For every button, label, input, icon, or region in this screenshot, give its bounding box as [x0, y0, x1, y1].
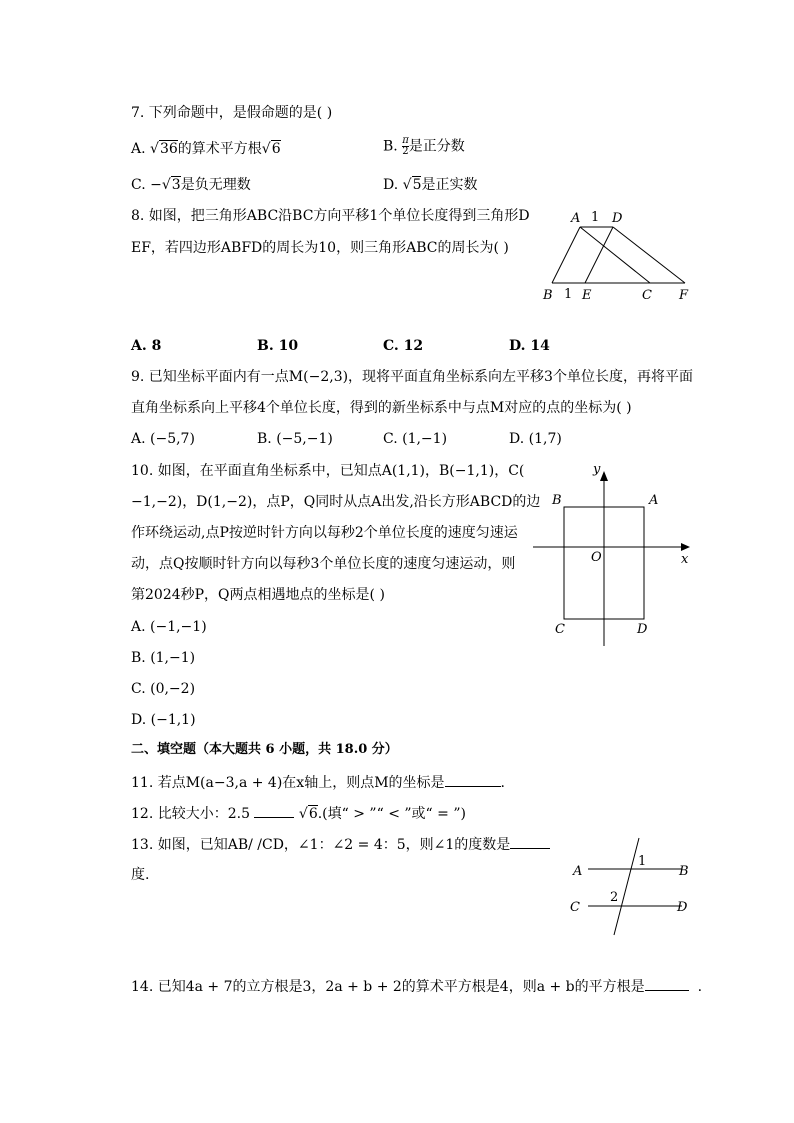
- q13-fig-label-b: B: [679, 864, 689, 879]
- q11-answer-blank[interactable]: [445, 772, 501, 787]
- q10-fig-label-y: y: [593, 462, 601, 477]
- q13-fig-label-d: D: [677, 900, 688, 915]
- q8-fig-label-f: F: [679, 288, 689, 303]
- q8-option-d: D. 14: [509, 338, 550, 354]
- q8-translation-figure: [540, 205, 700, 305]
- q9-option-b: B. (−5,−1): [257, 431, 333, 447]
- q10-option-c: C. (0,−2): [131, 681, 196, 697]
- q10-option-b: B. (1,−1): [131, 650, 196, 666]
- q12-text: 12. 比较大小：2.5 √6.(填“ > ”“ < ”或“ = ”): [131, 803, 466, 824]
- q10-fig-label-c: C: [555, 622, 565, 637]
- q13-parallel-lines-figure: [570, 835, 700, 940]
- q13-text: 13. 如图，已知AB/ /CD，∠1：∠2 = 4：5，则∠1的度数是: [131, 834, 550, 855]
- q10-fig-label-b: B: [552, 493, 562, 508]
- q9-option-c: C. (1,−1): [383, 431, 448, 447]
- q14-answer-blank[interactable]: [645, 976, 689, 991]
- q8-fig-label-e: E: [582, 288, 592, 303]
- q10-line3: 作环绕运动,点P按逆时针方向以每秒2个单位长度的速度匀速运: [131, 525, 518, 541]
- q7-option-d: D. √5是正实数: [383, 177, 478, 193]
- q14-text: 14. 已知4a + 7的立方根是3，2a + b + 2的算术平方根是4，则a + b的平方根是 .: [131, 976, 702, 997]
- q10-line1: 10. 如图，在平面直角坐标系中，已知点A(1,1)，B(−1,1)，C(: [131, 463, 525, 479]
- q10-option-d: D. (−1,1): [131, 712, 196, 728]
- q10-fig-label-o: O: [591, 550, 602, 565]
- q12-answer-blank[interactable]: [254, 803, 294, 818]
- q10-line5: 第2024秒P，Q两点相遇地点的坐标是( ): [131, 587, 385, 603]
- q8-line2: EF，若四边形ABFD的周长为10，则三角形ABC的周长为( ): [131, 240, 509, 256]
- q10-fig-label-x: x: [681, 552, 689, 567]
- section-heading-fill-in: 二、填空题（本大题共 6 小题，共 18.0 分）: [131, 742, 398, 757]
- q8-fig-label-c: C: [642, 288, 652, 303]
- q8-fig-label-top-len: 1: [591, 210, 600, 225]
- q11-text: 11. 若点M(a−3,a + 4)在x轴上，则点M的坐标是 .: [131, 772, 505, 793]
- q13-line2: 度.: [131, 867, 150, 883]
- q10-fig-label-d: D: [637, 622, 648, 637]
- q8-option-a: A. 8: [131, 338, 162, 354]
- q13-fig-label-c: C: [570, 900, 580, 915]
- q8-fig-label-d: D: [612, 211, 623, 226]
- q10-option-a: A. (−1,−1): [131, 619, 207, 635]
- q9-option-d: D. (1,7): [509, 431, 562, 447]
- q9-option-a: A. (−5,7): [131, 431, 195, 447]
- q8-fig-label-b: B: [543, 288, 553, 303]
- q9-line1: 9. 已知坐标平面内有一点M(−2,3)，现将平面直角坐标系向左平移3个单位长度，再将平面: [131, 369, 693, 385]
- q7-option-b: B. $\frac{\pi}{2}$ 是正分数: [383, 135, 465, 157]
- q10-coordinate-figure: [530, 460, 700, 655]
- q10-line2: −1,−2)，D(1,−2)，点P，Q同时从点A出发,沿长方形ABCD的边: [131, 494, 541, 510]
- q13-fig-angle-1: 1: [638, 854, 647, 869]
- q7-option-a: A. √36的算术平方根√6: [131, 141, 281, 157]
- q13-answer-blank[interactable]: [510, 834, 550, 849]
- q13-fig-angle-2: 2: [610, 890, 619, 905]
- q7-option-c: C. −√3是负无理数: [131, 177, 251, 193]
- q8-line1: 8. 如图，把三角形ABC沿BC方向平移1个单位长度得到三角形D: [131, 208, 530, 224]
- q13-fig-label-a: A: [573, 864, 583, 879]
- q8-fig-label-bottom-len: 1: [564, 287, 573, 302]
- q7-stem: 7. 下列命题中，是假命题的是( ): [131, 105, 333, 121]
- q9-line2: 直角坐标系向上平移4个单位长度，得到的新坐标系中与点M对应的点的坐标为( ): [131, 400, 632, 416]
- q8-option-b: B. 10: [257, 338, 299, 354]
- q8-option-c: C. 12: [383, 338, 424, 354]
- q10-fig-label-a: A: [649, 493, 659, 508]
- q10-line4: 动，点Q按顺时针方向以每秒3个单位长度的速度匀速运动，则: [131, 556, 516, 572]
- q8-fig-label-a: A: [571, 211, 581, 226]
